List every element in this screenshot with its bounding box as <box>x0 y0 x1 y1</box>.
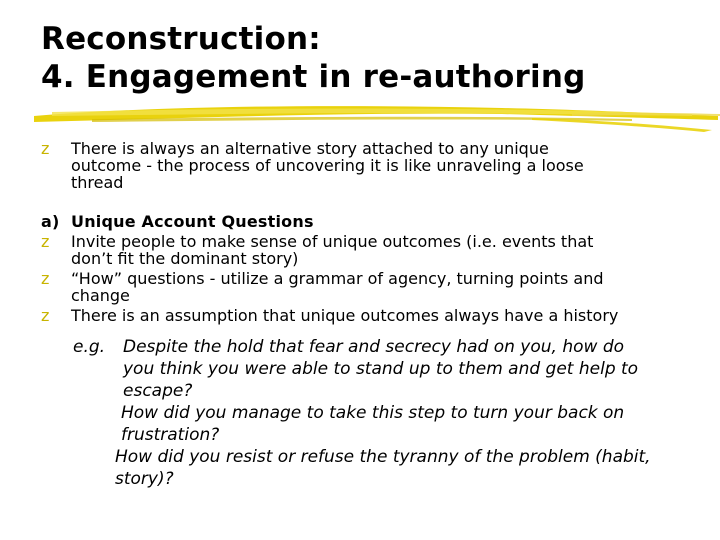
section-bullet-2-line-2: change <box>71 286 130 305</box>
section-marker: a) <box>41 212 60 231</box>
intro-bullet <box>41 140 701 191</box>
intro-bullet-line-2: outcome - the process of uncovering it is like unraveling a loose <box>71 156 584 175</box>
title-line-2: 4. Engagement in re-authoring <box>41 59 586 95</box>
example-line-6: How did you resist or refuse the tyranny of the problem (habit, <box>115 447 651 467</box>
slide-body <box>41 140 701 324</box>
example-line-1 <box>73 336 651 358</box>
bullet-marker: z <box>41 269 50 288</box>
section-bullet-1 <box>41 233 701 267</box>
intro-bullet-line-1: There is always an alternative story attached to any unique <box>71 139 549 158</box>
title-line-1: Reconstruction: <box>41 21 321 57</box>
section-bullet-3 <box>41 307 701 324</box>
intro-bullet-line-3: thread <box>71 173 124 192</box>
section-heading-text: Unique Account Questions <box>71 212 314 231</box>
example-questions <box>73 336 651 490</box>
bullet-marker: z <box>41 232 50 251</box>
example-text-1: Despite the hold that fear and secrecy had on you, how do <box>123 337 625 357</box>
bullet-marker: z <box>41 306 50 325</box>
section-bullet-2-line-1: “How” questions - utilize a grammar of agency, turning points and <box>71 269 604 288</box>
title-brushstroke-underline <box>32 102 720 134</box>
example-line-4: How did you manage to take this step to turn your back on <box>121 403 625 423</box>
section-bullet-1-line-1: Invite people to make sense of unique outcomes (i.e. events that <box>71 232 594 251</box>
section-bullet-1-line-2: don’t fit the dominant story) <box>71 249 299 268</box>
example-line-7: story)? <box>115 469 174 489</box>
slide-title <box>41 20 586 96</box>
section-heading <box>41 213 701 230</box>
section-bullet-2 <box>41 270 701 304</box>
example-line-5: frustration? <box>121 425 220 445</box>
example-line-2: you think you were able to stand up to them and get help to <box>123 359 639 379</box>
bullet-marker: z <box>41 139 50 158</box>
section-bullet-3-line-1: There is an assumption that unique outcomes always have a history <box>71 306 619 325</box>
example-label: e.g. <box>73 337 106 357</box>
paragraph-spacer <box>41 191 701 212</box>
example-line-3: escape? <box>123 381 193 401</box>
